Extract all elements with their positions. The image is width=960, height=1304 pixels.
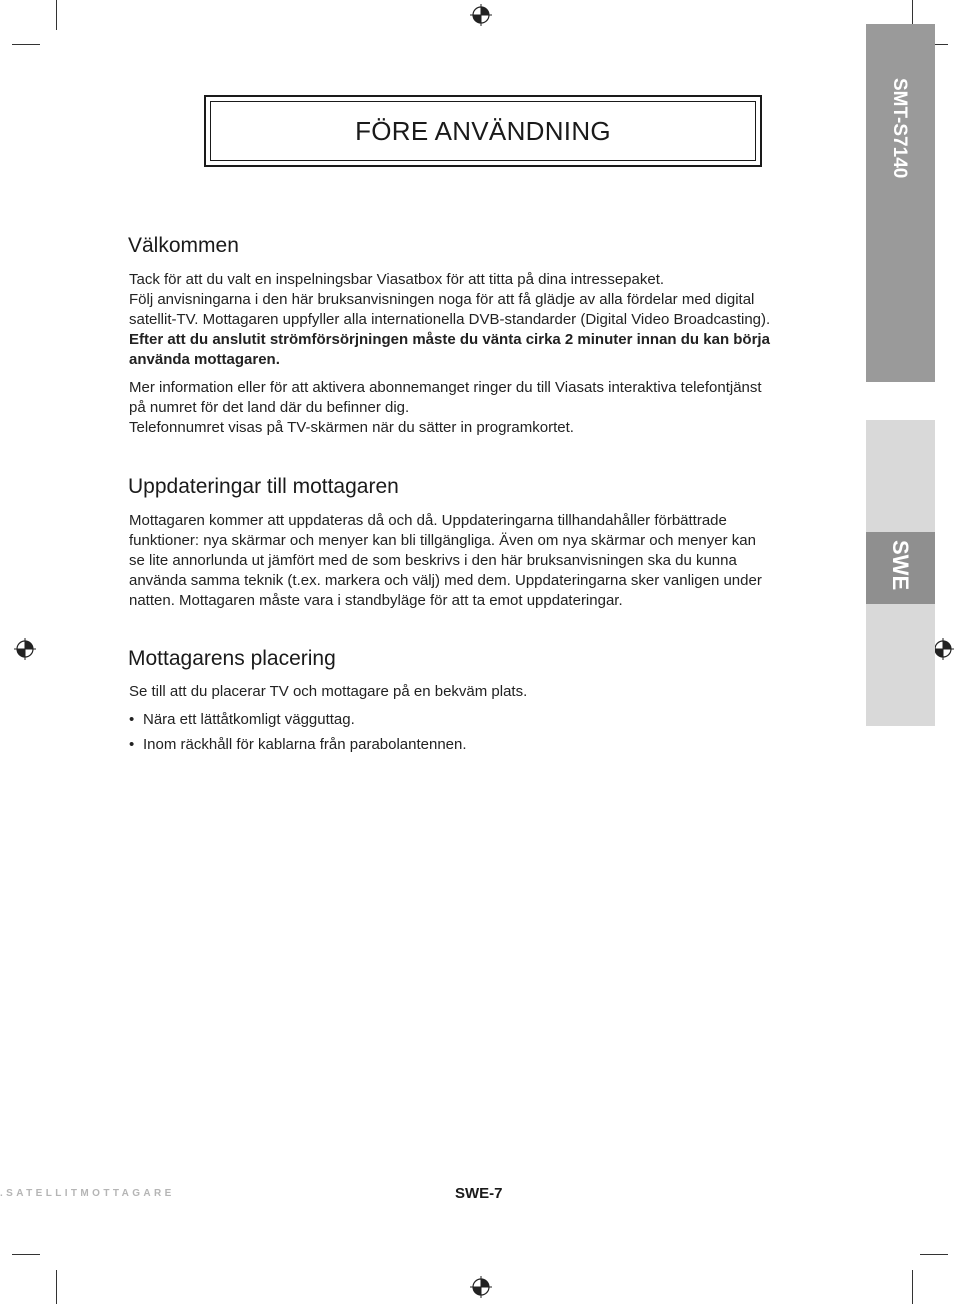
page-number: SWE-7 xyxy=(455,1185,503,1202)
info-line: Mer information eller för att aktivera abonnemanget ringer du till Viasats interaktiva telefontjänst xyxy=(129,379,762,396)
updates-line: natten. Mottagaren måste vara i standbyläge för att ta emot uppdateringar. xyxy=(129,592,623,609)
placement-bullet-list xyxy=(129,710,849,760)
list-item: • Inom räckhåll för kablarna från parabolantennen. xyxy=(129,735,849,760)
updates-line: Mottagaren kommer att uppdateras då och då. Uppdateringarna tillhandahåller förbättrade xyxy=(129,512,727,529)
welcome-paragraph xyxy=(129,270,849,370)
placement-paragraph xyxy=(129,682,849,760)
crop-mark xyxy=(912,1270,913,1304)
section-heading-welcome: Välkommen xyxy=(128,234,239,257)
registration-mark-icon xyxy=(470,1276,492,1298)
info-line: Telefonnumret visas på TV-skärmen när du sätter in programkortet. xyxy=(129,419,574,436)
list-item: • Nära ett lättåtkomligt vägguttag. xyxy=(129,710,849,735)
crop-mark xyxy=(12,1254,40,1255)
section-heading-updates: Uppdateringar till mottagaren xyxy=(128,475,399,498)
footer-product-label: .SATELLITMOTTAGARE xyxy=(0,1188,175,1199)
page-title: FÖRE ANVÄNDNING xyxy=(210,101,756,161)
updates-line: använda samma teknik (t.ex. markera och välj) med dem. Uppdateringarna sker vanligen under xyxy=(129,572,762,589)
model-side-tab xyxy=(866,24,935,382)
crop-mark xyxy=(12,44,40,45)
crop-mark xyxy=(56,1270,57,1304)
welcome-line: satellit-TV. Mottagaren uppfyller alla internationella DVB-standarder (Digital Video Broadcasting). xyxy=(129,311,771,328)
updates-line: funktioner: nya skärmar och menyer kan bli tillgängliga. Även om nya skärmar och menyer kan xyxy=(129,532,756,549)
placement-intro: Se till att du placerar TV och mottagare på en bekväm plats. xyxy=(129,683,528,700)
info-line: på numret för det land där du befinner dig. xyxy=(129,399,410,416)
language-tab-label: SWE xyxy=(888,540,913,591)
section-heading-placement: Mottagarens placering xyxy=(128,647,336,670)
page-title-box xyxy=(204,95,762,167)
welcome-line: Följ anvisningarna i den här bruksanvisningen noga för att få glädje av alla fördelar med digital xyxy=(129,291,755,308)
model-tab-label: SMT-S7140 xyxy=(889,78,910,179)
updates-paragraph xyxy=(129,511,849,611)
welcome-bold-line: använda mottagaren. xyxy=(129,351,280,368)
crop-mark xyxy=(920,1254,948,1255)
welcome-info-paragraph xyxy=(129,378,849,438)
registration-mark-icon xyxy=(932,638,954,660)
welcome-bold-line: Efter att du anslutit strömförsörjningen måste du vänta cirka 2 minuter innan du kan börja xyxy=(129,331,770,348)
crop-mark xyxy=(56,0,57,30)
welcome-line: Tack för att du valt en inspelningsbar Viasatbox för att titta på dina intressepaket. xyxy=(129,271,665,288)
registration-mark-icon xyxy=(14,638,36,660)
updates-line: se lite annorlunda ut jämfört med de som beskrivs i den här bruksanvisningen ska du kunna xyxy=(129,552,737,569)
registration-mark-icon xyxy=(470,4,492,26)
language-side-tab-active xyxy=(866,532,935,604)
